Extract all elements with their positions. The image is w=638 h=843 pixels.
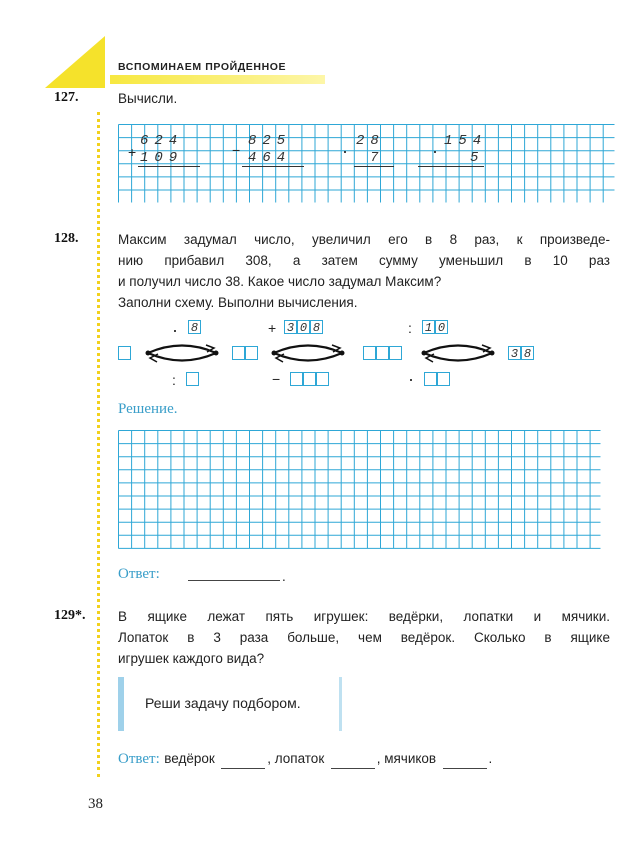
digit-box[interactable]: 0 (435, 320, 448, 334)
example-4-bottom: 5 (470, 150, 479, 166)
empty-digit-box[interactable] (303, 372, 316, 386)
task-128-number: 128. (54, 231, 79, 246)
task-128-line-3: и получил число 38. Какое число задумал Максим? (118, 274, 442, 289)
scheme-inverse-value-3 (424, 372, 450, 386)
example-3-op: · (342, 141, 348, 161)
digit-box[interactable]: 8 (521, 346, 534, 360)
example-4-underline (418, 166, 484, 167)
example-2-top: 825 (248, 133, 292, 149)
example-3-underline (354, 166, 394, 167)
empty-digit-box[interactable] (363, 346, 376, 360)
scheme-op3-value (422, 320, 448, 334)
scheme-start-number (118, 346, 131, 360)
scheme-sum (363, 346, 402, 360)
corner-triangle-icon (45, 36, 105, 88)
scheme-op-multiply: · (172, 320, 178, 340)
scheme-op-divide: : (408, 320, 412, 336)
double-arrow-icon (268, 340, 348, 366)
example-1-op: + (128, 144, 137, 160)
task-128-line-2: нию прибавил 308, а затем сумму уменьшил в 10 раз (118, 253, 610, 268)
task-129-answer-row (118, 748, 492, 769)
shovels-answer-line[interactable] (331, 750, 375, 769)
section-title: ВСПОМИНАЕМ ПРОЙДЕННОЕ (118, 61, 287, 73)
scheme-inverse-op-1: : (172, 372, 176, 388)
empty-digit-box[interactable] (376, 346, 389, 360)
scheme-result (508, 346, 534, 360)
digit-box[interactable]: 0 (297, 320, 310, 334)
task-129-answer-label: Ответ: (118, 751, 160, 767)
answer-part-balls: , мячиков (376, 751, 437, 766)
empty-digit-box[interactable] (118, 346, 131, 360)
answer-part-shovels: , лопаток (267, 751, 325, 766)
task-127-examples (118, 124, 630, 204)
example-4-top: 154 (444, 133, 488, 149)
buckets-answer-line[interactable] (221, 750, 265, 769)
example-1-top: 624 (140, 133, 184, 149)
example-1-bottom: 109 (140, 150, 184, 166)
digit-box[interactable]: 8 (188, 320, 201, 334)
example-2-op: − (232, 142, 241, 158)
digit-box[interactable]: 3 (508, 346, 521, 360)
answer-part-end: . (488, 751, 493, 766)
digit-box[interactable]: 1 (422, 320, 435, 334)
balls-answer-line[interactable] (443, 750, 487, 769)
example-4-op: · (432, 141, 438, 161)
scheme-op2-value (284, 320, 323, 334)
double-arrow-icon (142, 340, 222, 366)
task-127-number: 127. (54, 90, 79, 105)
task-128-answer-label: Ответ: (118, 566, 160, 582)
empty-digit-box[interactable] (245, 346, 258, 360)
task-129-line-1: В ящике лежат пять игрушек: ведёрки, лопатки и мячики. (118, 609, 610, 624)
empty-digit-box[interactable] (232, 346, 245, 360)
task-128-line-1: Максим задумал число, увеличил его в 8 раз, к произведе- (118, 232, 610, 247)
task-129-line-2: Лопаток в 3 раза больше, чем ведёрок. Сколько в ящике (118, 630, 610, 645)
solution-grid[interactable] (118, 430, 613, 550)
task-128-line-4: Заполни схему. Выполни вычисления. (118, 295, 358, 310)
scheme-op1-value (188, 320, 201, 334)
example-3-bottom: 7 (370, 150, 379, 166)
empty-digit-box[interactable] (290, 372, 303, 386)
example-3-top: 28 (356, 133, 385, 149)
task-128-answer-line[interactable] (188, 580, 280, 581)
scheme-inverse-value-2 (290, 372, 329, 386)
task-129-line-3: игрушек каждого вида? (118, 651, 265, 666)
example-2-underline (242, 166, 304, 167)
task-129-number: 129*. (54, 608, 86, 623)
empty-digit-box[interactable] (389, 346, 402, 360)
empty-digit-box[interactable] (437, 372, 450, 386)
scheme (118, 312, 532, 392)
scheme-op-plus: + (268, 320, 277, 336)
empty-digit-box[interactable] (316, 372, 329, 386)
example-2-bottom: 464 (248, 150, 292, 166)
example-1-underline (138, 166, 200, 167)
header-highlight (110, 75, 325, 84)
scheme-product (232, 346, 258, 360)
task-128-answer-end: . (282, 569, 286, 584)
hint-text: Реши задачу подбором. (145, 695, 301, 711)
digit-box[interactable]: 8 (310, 320, 323, 334)
double-arrow-icon (418, 340, 498, 366)
empty-digit-box[interactable] (424, 372, 437, 386)
empty-digit-box[interactable] (186, 372, 199, 386)
scheme-inverse-op-2: − (272, 371, 281, 387)
solution-label: Решение. (118, 401, 178, 417)
digit-box[interactable]: 3 (284, 320, 297, 334)
page-number: 38 (88, 796, 103, 812)
task-127-instruction: Вычисли. (118, 91, 178, 106)
scheme-inverse-op-3: · (408, 369, 414, 389)
scheme-inverse-value-1 (186, 372, 199, 386)
answer-part-buckets: ведёрок (164, 751, 215, 766)
margin-dotted-line (97, 112, 100, 777)
